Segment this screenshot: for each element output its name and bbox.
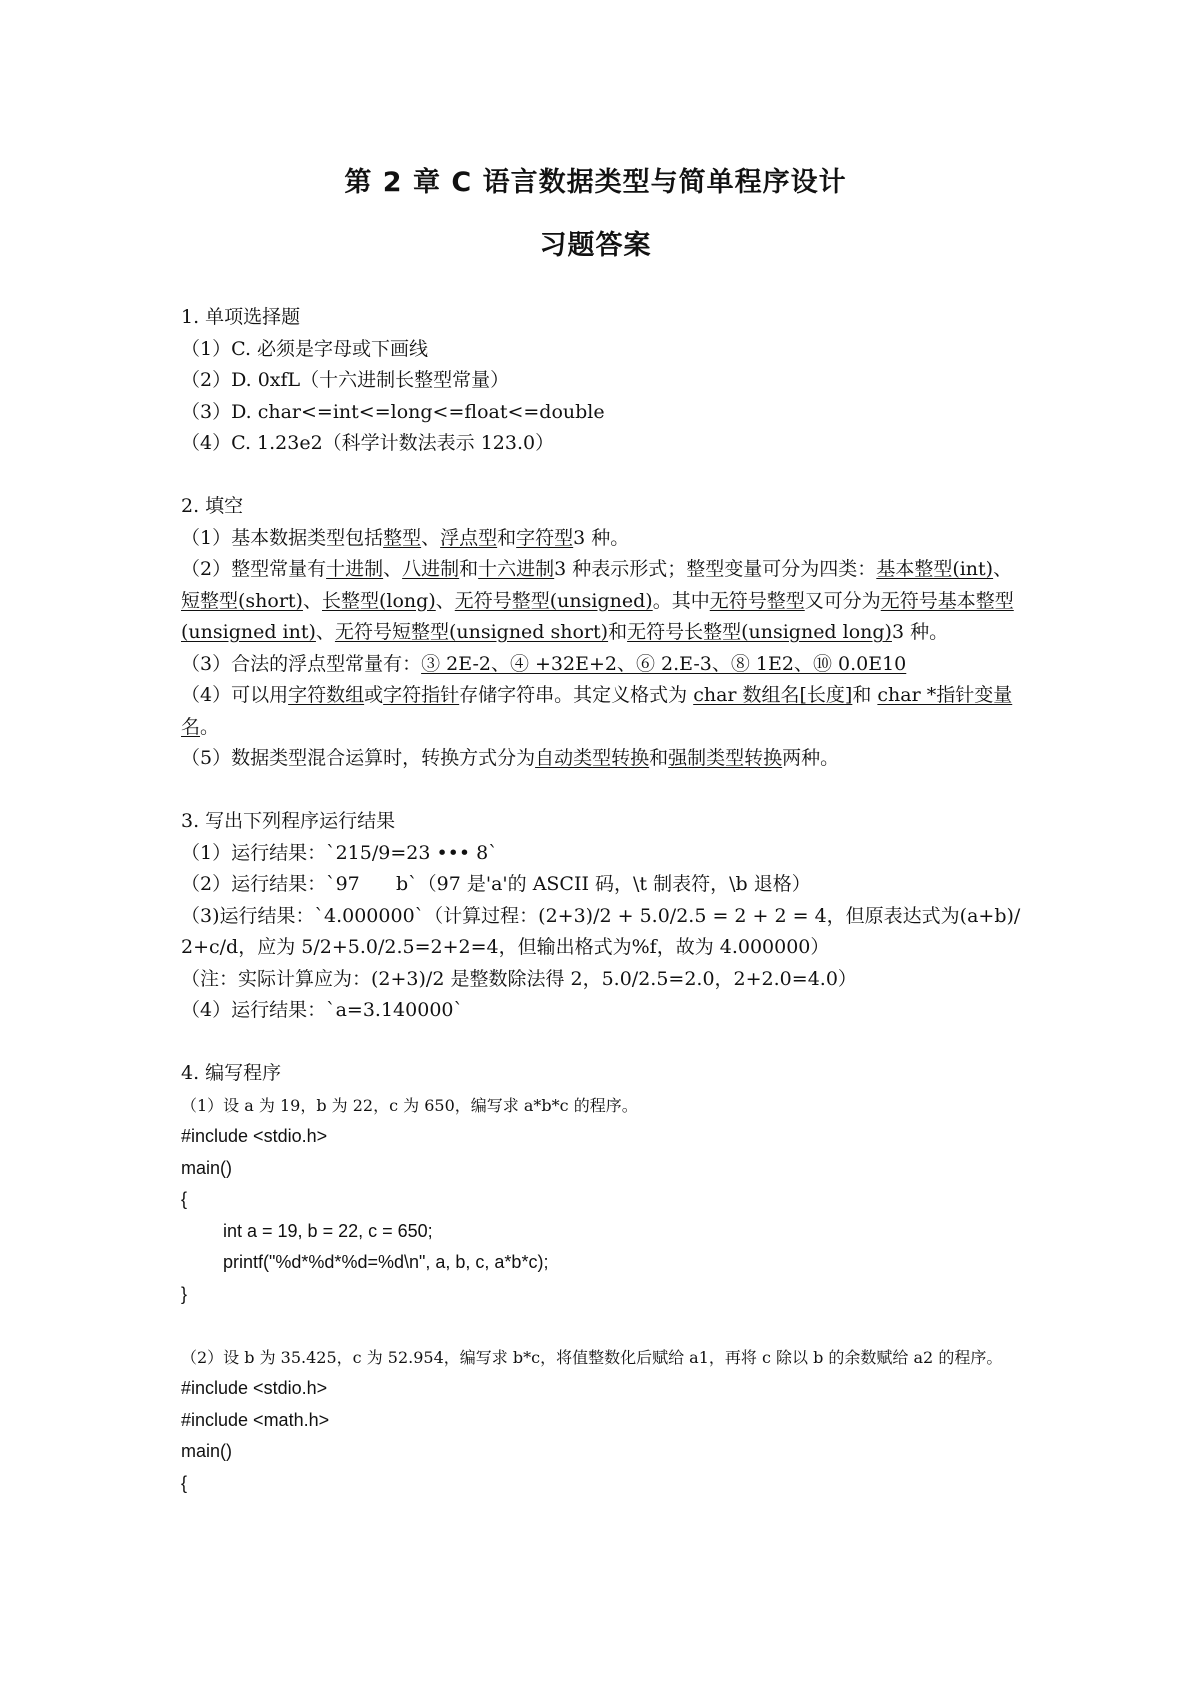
blank-answer: 无符号长整型(unsigned long) xyxy=(627,621,892,643)
chapter-title: 第 2 章 C 语言数据类型与简单程序设计 xyxy=(344,167,847,198)
answer-2-5 xyxy=(181,743,1021,775)
blank-answer: 无符号基本整型(unsigned int) xyxy=(181,589,1014,643)
text: 3 种。 xyxy=(891,621,949,643)
blank-answer: 字符型 xyxy=(516,526,574,549)
text: 和 xyxy=(459,558,479,580)
spacer xyxy=(181,1310,1021,1342)
answer-2-3 xyxy=(181,649,1021,681)
text: 、 xyxy=(383,558,403,580)
blank-answer: char 数组名[长度] xyxy=(693,684,853,706)
answer-1-4: （4）C. 1.23e2（科学计数法表示 123.0） xyxy=(181,432,555,454)
code-line: main() xyxy=(181,1157,233,1178)
blank-answer: 整型 xyxy=(383,526,422,549)
text: 和 xyxy=(852,684,878,706)
section-1-heading: 1. 单项选择题 xyxy=(181,306,301,328)
section-4-heading: 4. 编写程序 xyxy=(181,1062,282,1084)
blank-answer: 十六进制 xyxy=(478,558,555,580)
blank-answer: 字符指针 xyxy=(383,684,460,706)
answer-2-2 xyxy=(181,554,1021,649)
text: 和 xyxy=(649,747,669,769)
code-line: main() xyxy=(181,1441,233,1461)
text: 存储字符串。其定义格式为 xyxy=(459,684,694,706)
text: 、 xyxy=(435,589,455,612)
spacer xyxy=(181,775,1021,807)
answer-1-1: （1）C. 必须是字母或下画线 xyxy=(181,337,429,360)
text: 、 xyxy=(993,558,1013,580)
blank-answer: 八进制 xyxy=(402,558,460,580)
text: 又可分为 xyxy=(804,589,881,612)
answer-2-4 xyxy=(181,680,1021,743)
text: 和 xyxy=(608,621,628,643)
text: （2）整型常量有 xyxy=(181,558,327,580)
code-line: int a = 19, b = 22, c = 650; xyxy=(223,1220,433,1241)
text: （1）基本数据类型包括 xyxy=(181,526,384,549)
spacer xyxy=(181,460,1021,492)
blank-answer: 无符号整型(unsigned) xyxy=(454,589,653,612)
blank-answer: 浮点型 xyxy=(440,526,498,549)
section-2-heading: 2. 填空 xyxy=(181,495,244,517)
code-line: #include <stdio.h> xyxy=(181,1126,328,1146)
code-line: printf("%d*%d*%d=%d\n", a, b, c, a*b*c); xyxy=(223,1252,549,1272)
program-2-description: （2）设 b 为 35.425，c 为 52.954，编写求 b*c，将值整数化后赋给 a1，再将 c 除以 b 的余数赋给 a2 的程序。 xyxy=(181,1347,1003,1367)
text: 。 xyxy=(200,715,220,738)
text: （4）可以用 xyxy=(181,684,289,706)
blank-answer: ③ 2E-2、④ +32E+2、⑥ 2.E-3、⑧ 1E2、⑩ 0.0E10 xyxy=(421,652,907,675)
answer-1-3: （3）D. char<=int<=long<=float<=double xyxy=(181,400,605,423)
blank-answer: 自动类型转换 xyxy=(535,747,650,769)
text: 。其中 xyxy=(652,589,710,612)
result-3-2: （2）运行结果：`97 b`（97 是'a'的 ASCII 码，\t 制表符，\b 退格） xyxy=(181,873,811,895)
code-line: } xyxy=(181,1283,188,1304)
blank-answer: 字符数组 xyxy=(288,684,365,706)
document-body xyxy=(181,302,1021,1499)
text: 、 xyxy=(421,526,441,549)
spacer xyxy=(181,1027,1021,1059)
result-3-3-note: （注：实际计算应为：(2+3)/2 是整数除法得 2，5.0/2.5=2.0，2+2.0=4.0） xyxy=(181,967,857,990)
answer-1-2: （2）D. 0xfL（十六进制长整型常量） xyxy=(181,369,510,391)
blank-answer: 十进制 xyxy=(326,558,384,580)
text: 和 xyxy=(497,526,517,549)
blank-answer: 短整型(short) xyxy=(181,589,303,612)
text: 两种。 xyxy=(782,747,840,769)
text: 、 xyxy=(315,621,335,643)
text: （3）合法的浮点型常量有： xyxy=(181,652,422,675)
program-1-description: （1）设 a 为 19，b 为 22，c 为 650，编写求 a*b*c 的程序。 xyxy=(181,1095,638,1115)
blank-answer: 基本整型(int) xyxy=(876,558,994,580)
blank-answer: 无符号整型 xyxy=(709,589,805,612)
text: 3 种。 xyxy=(573,526,630,549)
text: 或 xyxy=(364,684,384,706)
code-line: { xyxy=(181,1189,188,1209)
text: （5）数据类型混合运算时，转换方式分为 xyxy=(181,747,536,769)
blank-answer: 长整型(long) xyxy=(322,589,436,612)
text: 、 xyxy=(302,589,322,612)
code-line: { xyxy=(181,1472,188,1493)
blank-answer: 强制类型转换 xyxy=(668,747,783,769)
code-line: #include <math.h> xyxy=(181,1409,330,1430)
answer-2-1 xyxy=(181,523,1021,555)
result-3-1: （1）运行结果：`215/9=23 ••• 8` xyxy=(181,841,498,864)
result-3-4: （4）运行结果：`a=3.140000` xyxy=(181,999,463,1021)
text: 3 种表示形式；整型变量可分为四类： xyxy=(554,558,877,580)
blank-answer: char *指针变量名 xyxy=(181,684,1013,738)
code-line: #include <stdio.h> xyxy=(181,1378,328,1398)
result-3-3: （3)运行结果：`4.000000`（计算过程：(2+3)/2 + 5.0/2.5 = 2 + 2 = 4，但原表达式为(a+b)/2+c/d，应为 5/2+5.0/2.5=2+2=4，但输出格式为%f，故为 4.000000） xyxy=(181,904,1021,958)
chapter-subtitle: 习题答案 xyxy=(539,230,652,261)
blank-answer: 无符号短整型(unsigned short) xyxy=(334,621,609,643)
section-3-heading: 3. 写出下列程序运行结果 xyxy=(181,810,396,832)
